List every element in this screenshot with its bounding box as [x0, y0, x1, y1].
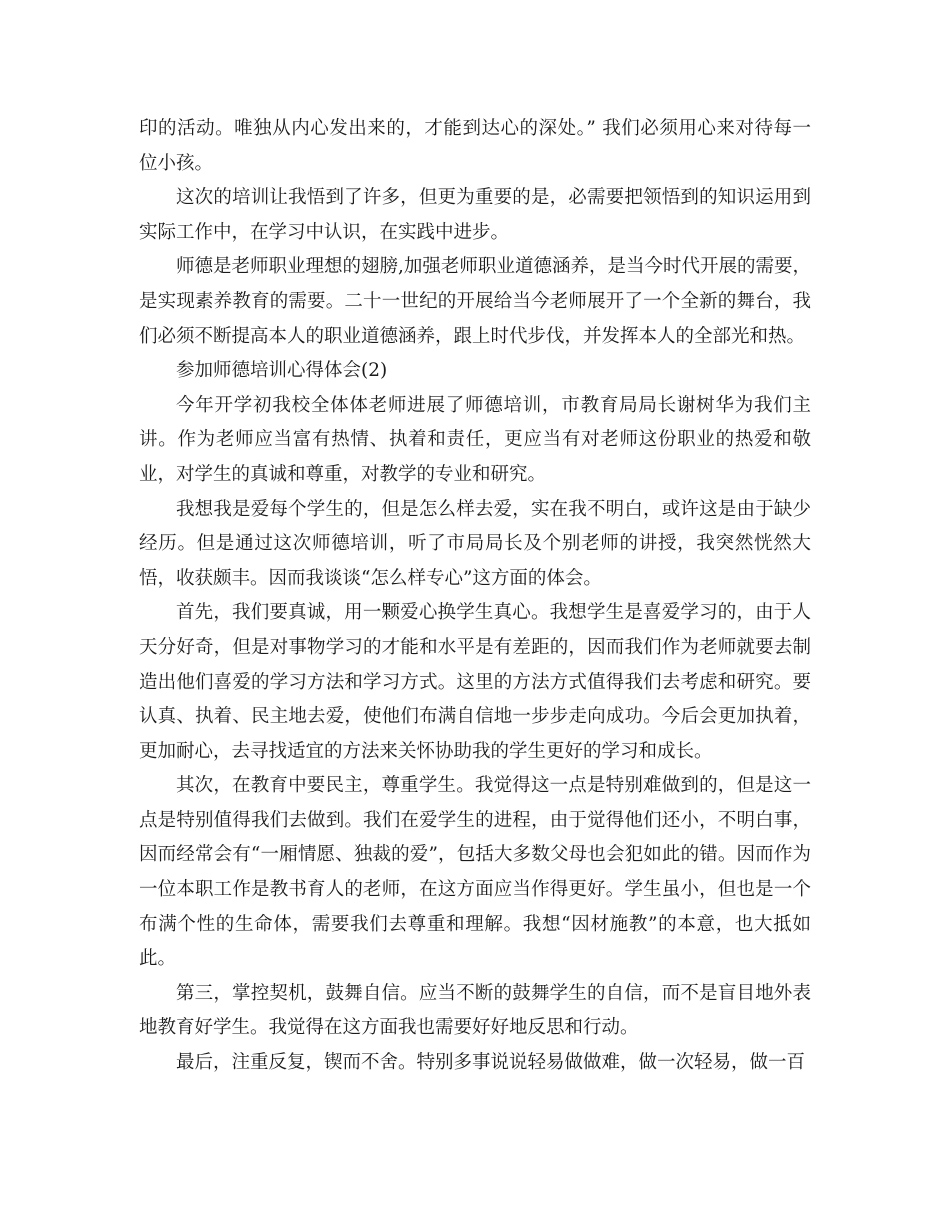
paragraph-10: 最后，注重反复，锲而不舍。特别多事说说轻易做做难，做一次轻易，做一百	[176, 1052, 806, 1074]
document-body	[139, 112, 811, 1081]
paragraph-8: 其次，在教育中要民主，尊重学生。我觉得这一点是特别难做到的，但是这一点是特别值得我们去做到。我们在爱学生的进程，由于觉得他们还小，不明白事，因而经常会有“一厢情愿、独裁的爱”，包括大多数父母也会犯如此的错。因而作为一位本职工作是教书育人的老师，在这方面应当作得更好。学生虽小，但也是一个布满个性的生命体，需要我们去尊重和理解。我想“因材施教”的本意，也大抵如此。	[139, 775, 811, 970]
paragraph-7: 首先，我们要真诚，用一颗爱心换学生真心。我想学生是喜爱学习的，由于人天分好奇，但是对事物学习的才能和水平是有差距的，因而我们作为老师就要去制造出他们喜爱的学习方法和学习方式。这里的方法方式值得我们去考虑和研究。要认真、执着、民主地去爱，使他们布满自信地一步步走向成功。今后会更加执着，更加耐心，去寻找适宜的方法来关怀协助我的学生更好的学习和成长。	[139, 602, 811, 762]
section-heading: 参加师德培训心得体会(2)	[176, 360, 388, 382]
paragraph-1: 印的活动。唯独从内心发出来的，才能到达心的深处。” 我们必须用心来对待每一位小孩。	[139, 118, 811, 174]
paragraph-2: 这次的培训让我悟到了许多，但更为重要的是，必需要把领悟到的知识运用到实际工作中，在学习中认识，在实践中进步。	[139, 187, 811, 243]
paragraph-9: 第三，掌控契机，鼓舞自信。应当不断的鼓舞学生的自信，而不是盲目地外表地教育好学生。我觉得在这方面我也需要好好地反思和行动。	[139, 982, 811, 1039]
paragraph-3: 师德是老师职业理想的翅膀,加强老师职业道德涵养，是当今时代开展的需要，是实现素养教育的需要。二十一世纪的开展给当今老师展开了一个全新的舞台，我们必须不断提高本人的职业道德涵养，跟上时代步伐，并发挥本人的全部光和热。	[139, 256, 811, 347]
paragraph-6: 我想我是爱每个学生的，但是怎么样去爱，实在我不明白，或许这是由于缺少经历。但是通过这次师德培训，听了市局局长及个别老师的讲授，我突然恍然大悟，收获颇丰。因而我谈谈“怎么样专心”这方面的体会。	[139, 498, 811, 589]
paragraph-5: 今年开学初我校全体体老师进展了师德培训，市教育局局长谢树华为我们主讲。作为老师应当富有热情、执着和责任，更应当有对老师这份职业的热爱和敬业，对学生的真诚和尊重，对教学的专业和研究。	[139, 394, 811, 485]
